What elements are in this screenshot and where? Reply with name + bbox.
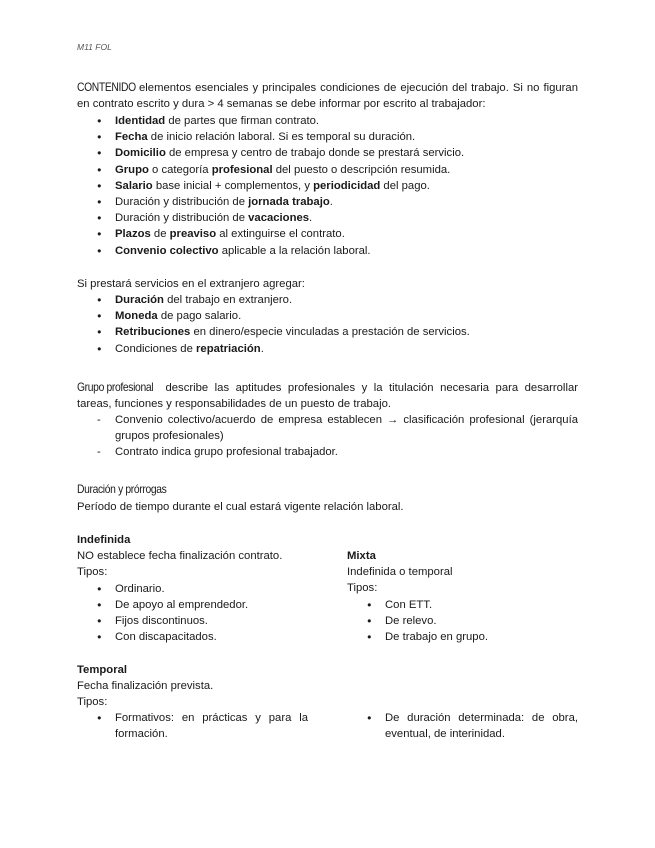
temporal-column <box>77 662 337 711</box>
list-item: ● Identidad de partes que firman contrato. <box>77 113 578 129</box>
grupo-list <box>77 412 578 461</box>
list-item: - Contrato indica grupo profesional trabajador. <box>77 444 578 460</box>
mixta-title: Mixta <box>347 550 376 562</box>
indefinida-list <box>77 581 337 646</box>
list-item: ● De relevo. <box>347 613 578 629</box>
list-item: ● Moneda de pago salario. <box>77 308 578 324</box>
list-item: ● Retribuciones en dinero/especie vinculadas a prestación de servicios. <box>77 324 578 340</box>
list-item: ● Domicilio de empresa y centro de trabajo donde se prestará servicio. <box>77 145 578 161</box>
list-item: ● Con discapacitados. <box>77 629 337 645</box>
list-item: - Convenio colectivo/acuerdo de empresa establecen → clasificación profesional (jerarquía grupos profesionales) <box>77 412 578 444</box>
list-item: ● Duración del trabajo en extranjero. <box>77 292 578 308</box>
duracion-text: Período de tiempo durante el cual estará vigente relación laboral. <box>77 501 404 513</box>
contenido-list <box>77 113 578 259</box>
indefinida-column <box>77 532 337 645</box>
list-item: ● Grupo o categoría profesional del puesto o descripción resumida. <box>77 162 578 178</box>
list-item: ● Fijos discontinuos. <box>77 613 337 629</box>
list-item: ● Condiciones de repatriación. <box>77 341 578 357</box>
list-item: ● Convenio colectivo aplicable a la relación laboral. <box>77 243 578 259</box>
grupo-heading: Grupo profesional <box>77 380 154 394</box>
mixta-tipos: Tipos: <box>347 582 378 595</box>
grupo-text: describe las aptitudes profesionales y la titulación necesaria para desarrollar tareas, funciones y responsabilidades de un puesto de trabajo. <box>77 382 578 411</box>
extranjero-list <box>77 292 578 357</box>
list-item: ● Plazos de preaviso al extinguirse el contrato. <box>77 226 578 242</box>
list-item: ● Duración y distribución de vacaciones. <box>77 210 578 226</box>
indefinida-title: Indefinida <box>77 534 131 546</box>
list-item: ● De apoyo al emprendedor. <box>77 597 337 613</box>
extranjero-intro: Si prestará servicios en el extranjero agregar: <box>77 278 305 290</box>
list-item: ● De trabajo en grupo. <box>347 629 578 645</box>
temporal-title: Temporal <box>77 664 128 676</box>
list-item: ● Formativos: en prácticas y para la formación. <box>77 710 308 742</box>
temporal-left-list <box>77 710 308 742</box>
document-header: M11 FOL <box>77 42 112 52</box>
contenido-heading: CONTENIDO <box>77 80 136 94</box>
list-item: ● Fecha de inicio relación laboral. Si es temporal su duración. <box>77 129 578 145</box>
mixta-column <box>347 548 578 645</box>
temporal-desc: Fecha finalización prevista. <box>77 680 214 693</box>
indefinida-tipos: Tipos: <box>77 566 108 579</box>
indefinida-desc: NO establece fecha finalización contrato. <box>77 550 283 563</box>
duracion-heading: Duración y prórrogas <box>77 482 167 496</box>
contenido-section <box>77 79 578 112</box>
mixta-list <box>347 597 578 646</box>
mixta-desc: Indefinida o temporal <box>347 566 453 579</box>
list-item: ● Salario base inicial + complementos, y periodicidad del pago. <box>77 178 578 194</box>
list-item: ● De duración determinada: de obra, eventual, de interinidad. <box>347 710 578 742</box>
list-item: ● Con ETT. <box>347 597 578 613</box>
temporal-tipos: Tipos: <box>77 696 108 709</box>
grupo-section <box>77 379 578 412</box>
contenido-intro: elementos esenciales y principales condiciones de ejecución del trabajo. Si no figuran en contrato escrito y dura > 4 semanas se debe informar por escrito al trabajador: <box>77 82 578 111</box>
temporal-right-list <box>347 710 578 742</box>
list-item: ● Ordinario. <box>77 581 337 597</box>
list-item: ● Duración y distribución de jornada trabajo. <box>77 194 578 210</box>
